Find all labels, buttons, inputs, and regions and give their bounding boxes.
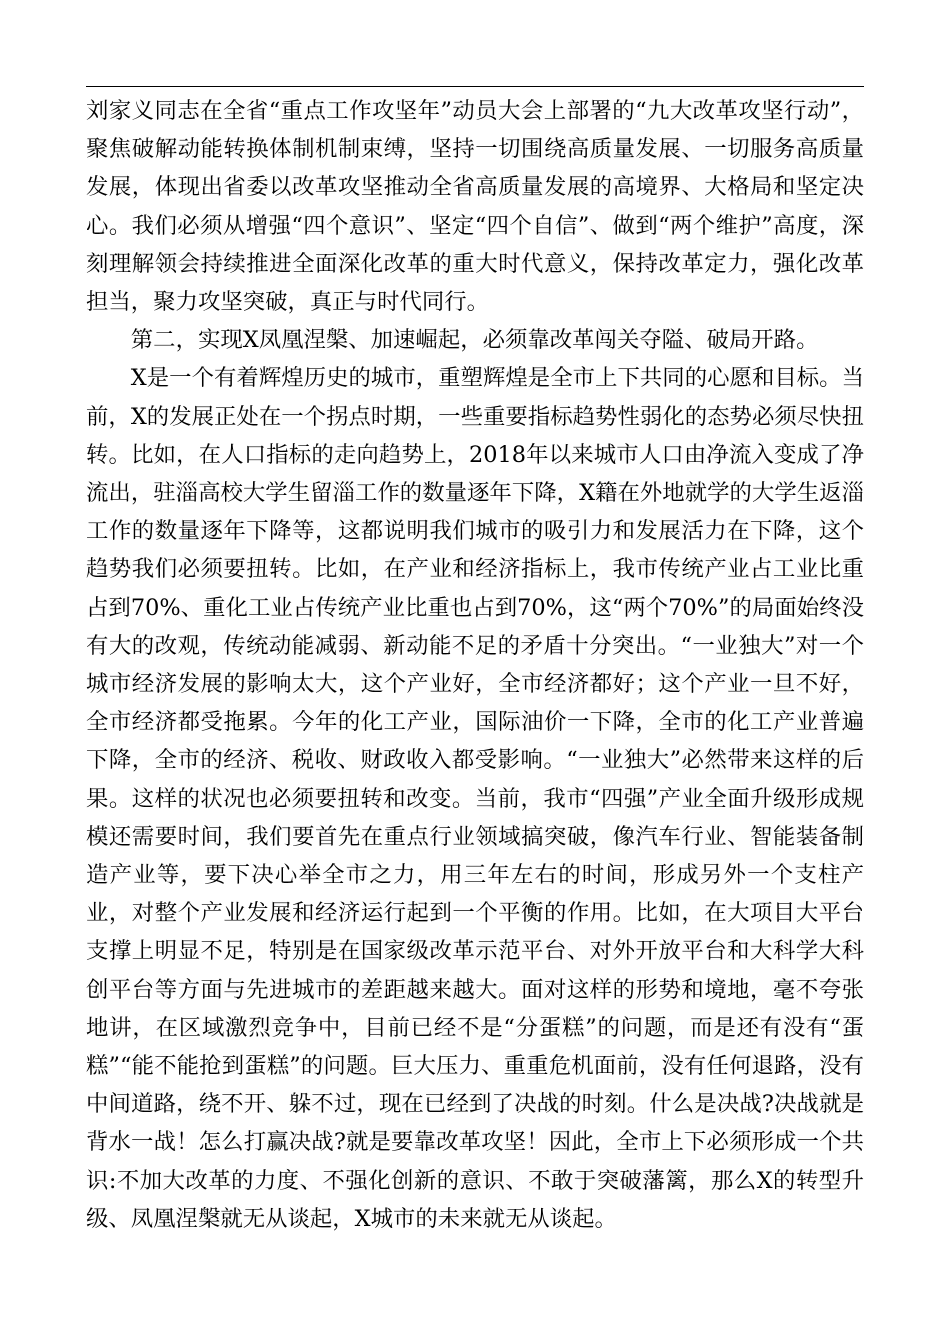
paragraph-continued: 刘家义同志在全省“重点工作攻坚年”动员大会上部署的“九大改革攻坚行动”，聚焦破解动能转换体制机制束缚，坚持一切围绕高质量发展、一切服务高质量发展，体现出省委以改革攻坚推动全省高质量发展的高境界、大格局和坚定决心。我们必须从增强“四个意识”、坚定“四个自信”、做到“两个维护”高度，深刻理解领会持续推进全面深化改革的重大时代意义，保持改革定力，强化改革担当，聚力攻坚突破，真正与时代同行。 (86, 98, 864, 316)
document-body (86, 92, 864, 1238)
paragraph-heading-second: 第二，实现X凤凰涅槃、加速崛起，必须靠改革闯关夺隘、破局开路。 (130, 327, 819, 354)
header-rule (86, 86, 864, 87)
paragraph-body: X是一个有着辉煌历史的城市，重塑辉煌是全市上下共同的心愿和目标。当前，X的发展正处在一个拐点时期，一些重要指标趋势性弱化的态势必须尽快扭转。比如，在人口指标的走向趋势上，2018年以来城市人口由净流入变成了净流出，驻淄高校大学生留淄工作的数量逐年下降，X籍在外地就学的大学生返淄工作的数量逐年下降等，这都说明我们城市的吸引力和发展活力在下降，这个趋势我们必须要扭转。比如，在产业和经济指标上，我市传统产业占工业比重占到70%、重化工业占传统产业比重也占到70%，这“两个70%”的局面始终没有大的改观，传统动能减弱、新动能不足的矛盾十分突出。“一业独大”对一个城市经济发展的影响太大，这个产业好，全市经济都好；这个产业一旦不好，全市经济都受拖累。今年的化工产业，国际油价一下降，全市的化工产业普遍下降，全市的经济、税收、财政收入都受影响。“一业独大”必然带来这样的后果。这样的状况也必须要扭转和改变。当前，我市“四强”产业全面升级形成规模还需要时间，我们要首先在重点行业领域搞突破，像汽车行业、智能装备制造产业等，要下决心举全市之力，用三年左右的时间，形成另外一个支柱产业，对整个产业发展和经济运行起到一个平衡的作用。比如，在大项目大平台支撑上明显不足，特别是在国家级改革示范平台、对外开放平台和大科学大科创平台等方面与先进城市的差距越来越大。面对这样的形势和境地，毫不夸张地讲，在区域激烈竞争中，目前已经不是“分蛋糕”的问题，而是还有没有“蛋糕”“能不能抢到蛋糕”的问题。巨大压力、重重危机面前，没有任何退路，没有中间道路，绕不开、躲不过，现在已经到了决战的时刻。什么是决战?决战就是背水一战！怎么打赢决战?就是要靠改革攻坚！因此，全市上下必须形成一个共识:不加大改革的力度、不强化创新的意识、不敢于突破藩篱，那么X的转型升级、凤凰涅槃就无从谈起，X城市的未来就无从谈起。 (86, 365, 864, 1232)
